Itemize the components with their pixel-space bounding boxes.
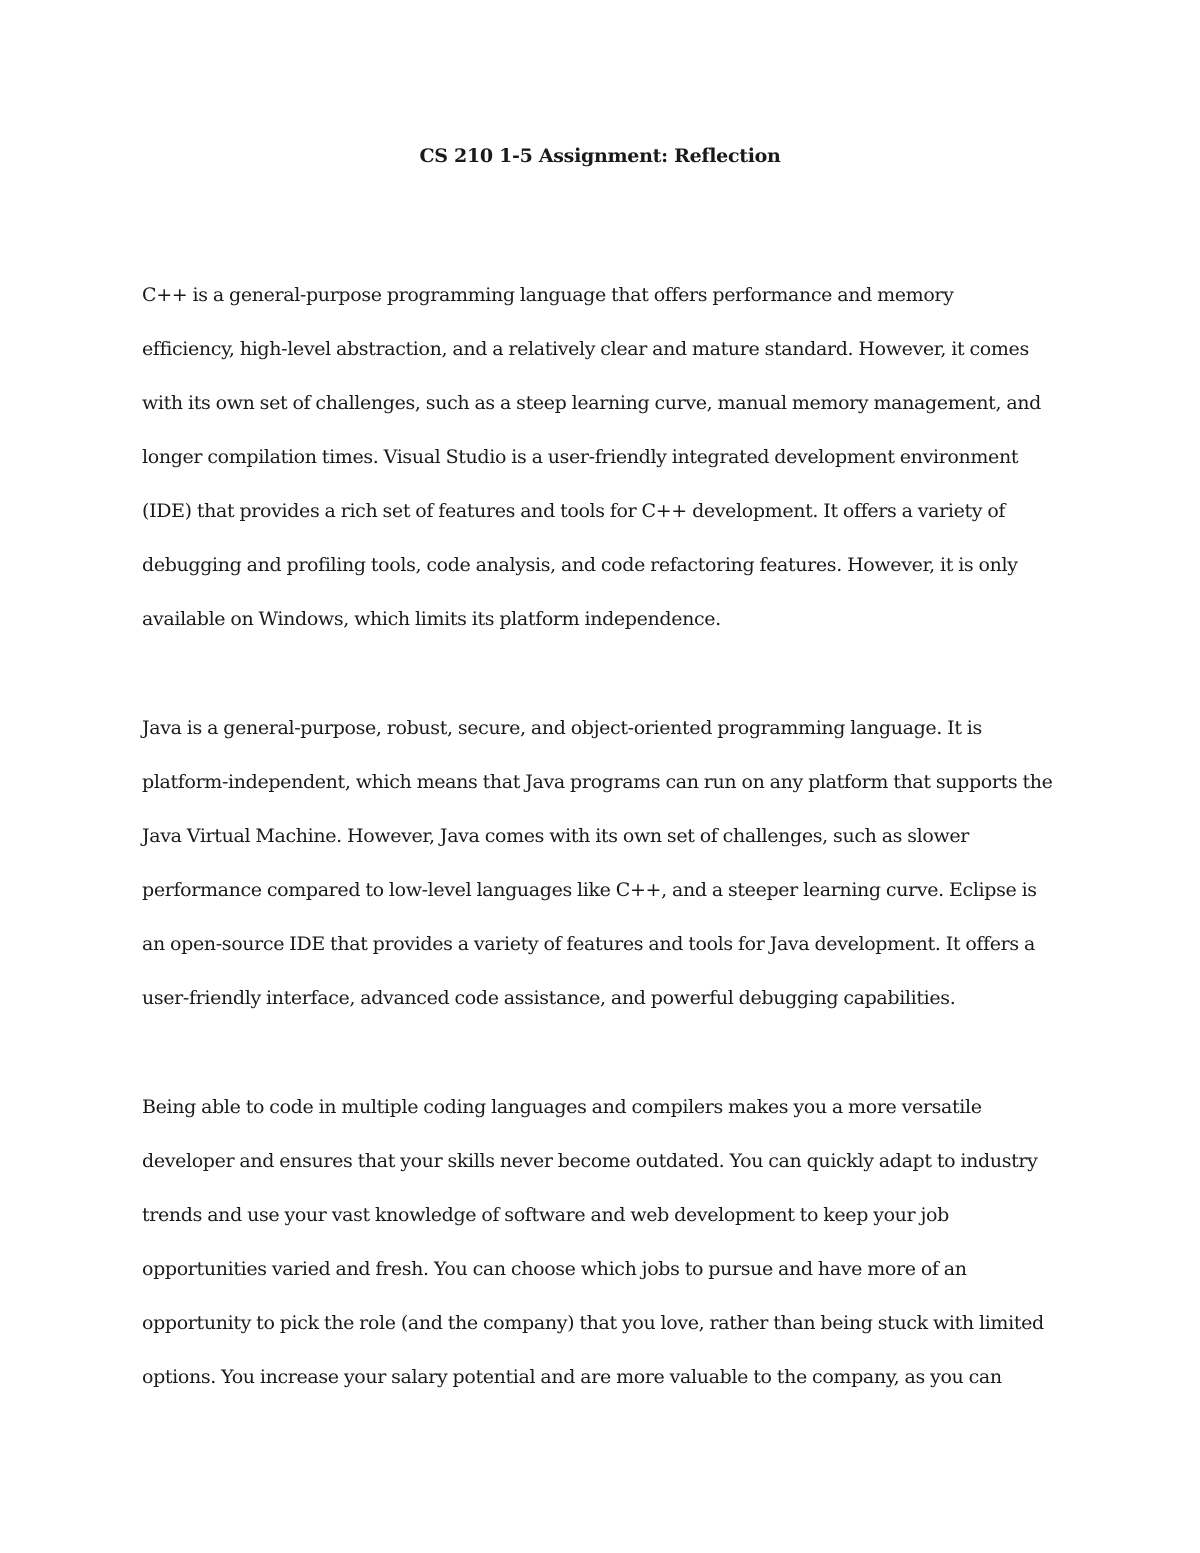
paragraph-line: Java is a general-purpose, robust, secure, and object-oriented programming language. It is: [142, 717, 982, 739]
paragraph-line: Java Virtual Machine. However, Java comes with its own set of challenges, such as slower: [142, 825, 970, 847]
paragraph-line: (IDE) that provides a rich set of features and tools for C++ development. It offers a variety of: [142, 500, 1006, 522]
paragraph-line: C++ is a general-purpose programming language that offers performance and memory: [142, 284, 954, 306]
paragraph-line: efficiency, high-level abstraction, and a relatively clear and mature standard. However, it comes: [142, 338, 1029, 360]
paragraph-versatility: [142, 1093, 1082, 1417]
paragraph-line: options. You increase your salary potential and are more valuable to the company, as you can: [142, 1366, 1002, 1388]
paragraph-line: performance compared to low-level languages like C++, and a steeper learning curve. Eclipse is: [142, 879, 1037, 901]
paragraph-line: an open-source IDE that provides a variety of features and tools for Java development. It offers a: [142, 933, 1035, 955]
paragraph-line: debugging and profiling tools, code analysis, and code refactoring features. However, it is only: [142, 554, 1018, 576]
paragraph-line: platform-independent, which means that Java programs can run on any platform that supports the: [142, 771, 1053, 793]
paragraph-line: opportunity to pick the role (and the company) that you love, rather than being stuck with limited: [142, 1312, 1044, 1334]
paragraph-line: with its own set of challenges, such as a steep learning curve, manual memory management, and: [142, 392, 1041, 414]
paragraph-line: longer compilation times. Visual Studio is a user-friendly integrated development environment: [142, 446, 1019, 468]
paragraph-line: user-friendly interface, advanced code assistance, and powerful debugging capabilities.: [142, 987, 956, 1009]
paragraph-java: [142, 714, 1082, 1038]
paragraph-line: available on Windows, which limits its platform independence.: [142, 608, 721, 630]
document-title: CS 210 1-5 Assignment: Reflection: [419, 145, 781, 167]
paragraph-cpp: [142, 281, 1082, 659]
paragraph-line: Being able to code in multiple coding languages and compilers makes you a more versatile: [142, 1096, 982, 1118]
paragraph-line: trends and use your vast knowledge of software and web development to keep your job: [142, 1204, 949, 1226]
paragraph-line: developer and ensures that your skills never become outdated. You can quickly adapt to industry: [142, 1150, 1038, 1172]
paragraph-line: opportunities varied and fresh. You can choose which jobs to pursue and have more of an: [142, 1258, 967, 1280]
